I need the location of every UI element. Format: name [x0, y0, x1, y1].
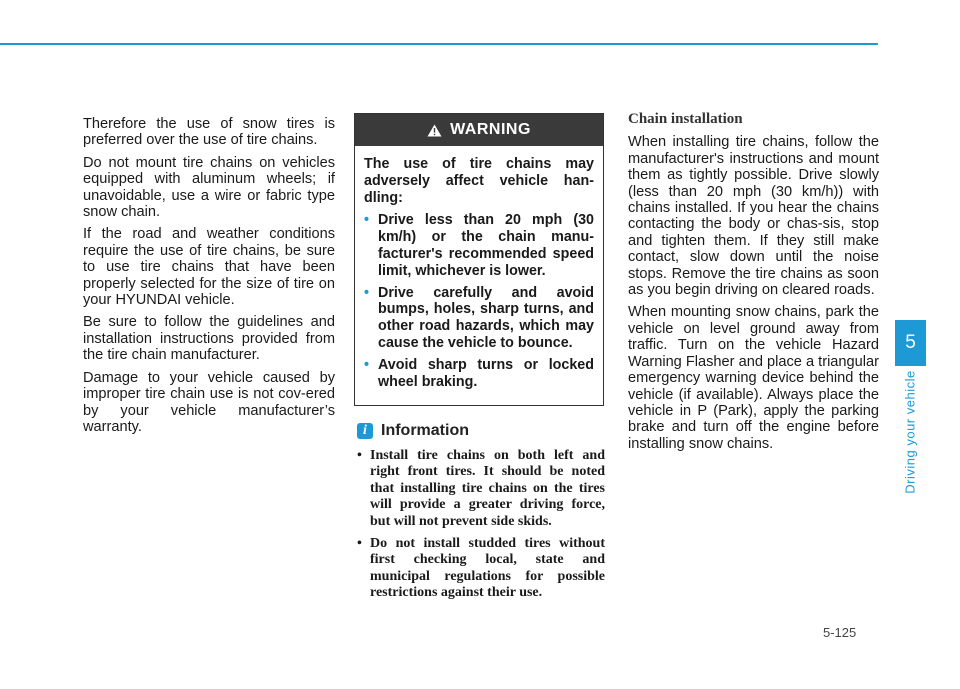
information-item: • Do not install studded tires without first checking local, state and municipal regulations for possible restrictions against their use.	[357, 536, 605, 602]
section-heading: Chain installation	[628, 111, 743, 127]
page-number: 5-125	[823, 625, 857, 640]
paragraph: Damage to your vehicle caused by improper tire chain use is not cov-ered by your vehicle manufacturer’s warranty.	[83, 369, 335, 435]
paragraph: When mounting snow chains, park the vehicle on level ground away from traffic. Turn on the vehicle Hazard Warning Flasher and place a triangular emergency warning device behind the vehicle (if available). Always place the vehicle in P (Park), apply the parking brake and turn off the engine before installing snow chains.	[628, 304, 879, 452]
left-column	[83, 116, 335, 441]
chapter-title: Driving your vehicle	[902, 370, 918, 494]
warning-item: • Drive less than 20 mph (30 km/h) or the chain manu-facturer's recommended speed limit, whichever is lower.	[364, 212, 594, 279]
information-section	[357, 422, 605, 608]
warning-box	[354, 113, 604, 406]
paragraph: Therefore the use of snow tires is preferred over the use of tire chains.	[83, 116, 335, 149]
top-rule	[0, 43, 878, 45]
information-title: Information	[381, 422, 469, 439]
information-list	[357, 448, 605, 602]
warning-item: • Avoid sharp turns or locked wheel braking.	[364, 357, 594, 391]
warning-intro: The use of tire chains may adversely affect vehicle han-dling:	[364, 156, 594, 206]
paragraph: Do not mount tire chains on vehicles equipped with aluminum wheels; if unavoidable, use a wire or fabric type snow chain.	[83, 154, 335, 221]
warning-header	[355, 114, 603, 146]
paragraph: If the road and weather conditions require the use of tire chains, be sure to use tire chains that have been properly selected for the size of tire on your HYUNDAI vehicle.	[83, 226, 335, 309]
information-item: • Install tire chains on both left and right front tires. It should be noted that installing tire chains on the tires will provide a greater driving force, but will not prevent side skids.	[357, 448, 605, 530]
warning-item: • Drive carefully and avoid bumps, holes, sharp turns, and other road hazards, which may cause the vehicle to bounce.	[364, 285, 594, 352]
right-column	[628, 111, 879, 458]
info-icon: i	[357, 423, 373, 439]
chapter-tab: 5	[895, 320, 926, 366]
paragraph: When installing tire chains, follow the manufacturer's instructions and mount them as tightly possible. Drive slowly (less than 20 mph (30 km/h)) with chains installed. If you hear the chains contacting the body or chas-sis, stop and tighten them. If they still make contact, slow down until the noise stops. Remove the tire chains as soon as you begin driving on cleared roads.	[628, 134, 879, 299]
warning-triangle-icon	[427, 124, 442, 137]
warning-title: WARNING	[450, 121, 531, 138]
paragraph: Be sure to follow the guidelines and installation instructions provided from the tire chain manufacturer.	[83, 314, 335, 364]
warning-body	[355, 146, 603, 390]
information-header	[357, 422, 605, 440]
warning-list	[364, 212, 594, 390]
